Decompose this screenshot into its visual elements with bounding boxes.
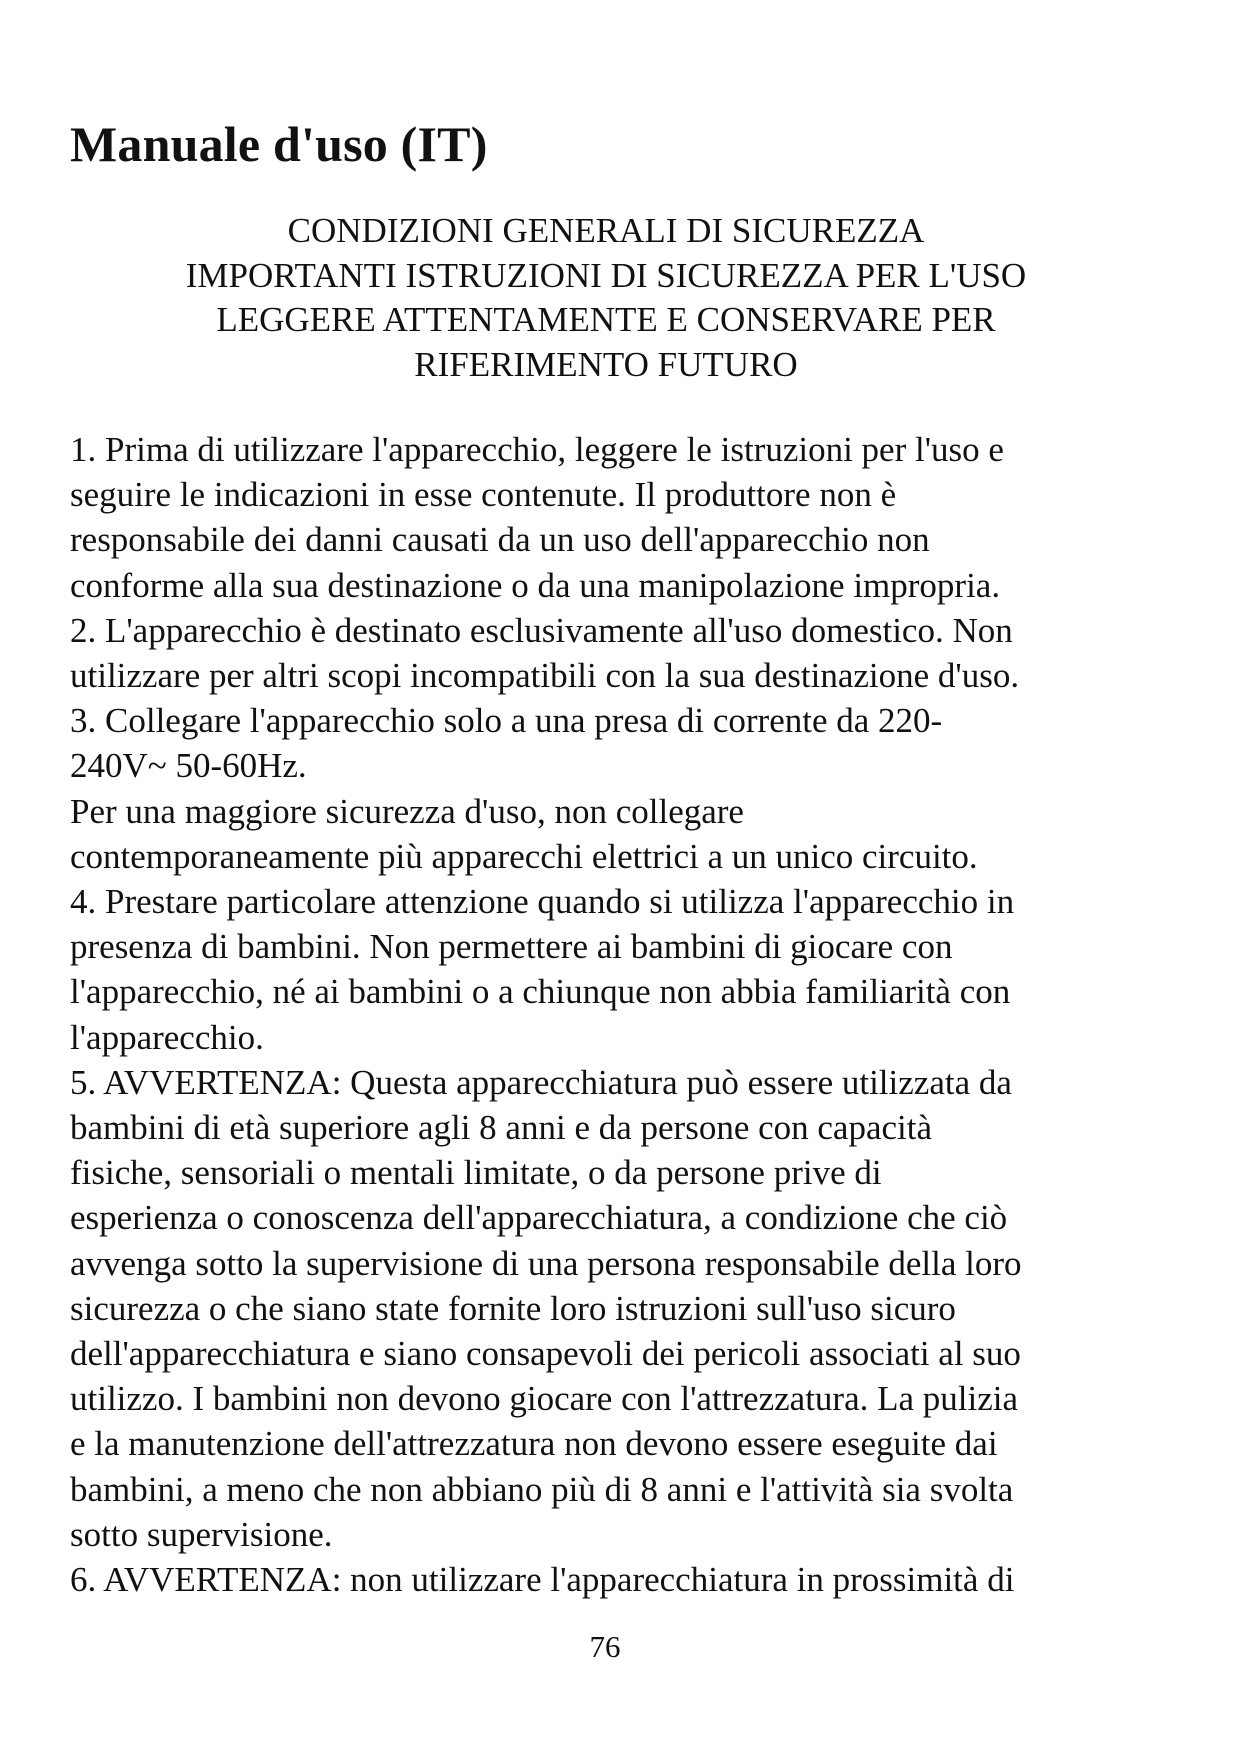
body-line: contemporaneamente più apparecchi elettrici a un unico circuito. xyxy=(70,836,978,876)
body-line: 6. AVVERTENZA: non utilizzare l'apparecchiatura in prossimità di xyxy=(70,1560,1015,1600)
body-line: l'apparecchio. xyxy=(70,1017,264,1057)
body-line: avvenga sotto la supervisione di una persona responsabile della loro xyxy=(70,1243,1022,1283)
body-line: 5. AVVERTENZA: Questa apparecchiatura può essere utilizzata da xyxy=(70,1062,1012,1102)
safety-heading xyxy=(70,209,1142,387)
body-line: responsabile dei danni causati da un uso dell'apparecchio non xyxy=(70,520,930,560)
body-line: l'apparecchio, né ai bambini o a chiunque non abbia familiarità con xyxy=(70,972,1011,1012)
body-line: sotto supervisione. xyxy=(70,1514,333,1554)
body-line: conforme alla sua destinazione o da una manipolazione impropria. xyxy=(70,565,1001,605)
body-line: bambini, a meno che non abbiano più di 8 anni e l'attività sia svolta xyxy=(70,1469,1014,1509)
heading-line: RIFERIMENTO FUTURO xyxy=(414,344,798,384)
body-line: 1. Prima di utilizzare l'apparecchio, leggere le istruzioni per l'uso e xyxy=(70,430,1004,469)
body-line: presenza di bambini. Non permettere ai bambini di giocare con xyxy=(70,927,953,967)
body-line: esperienza o conoscenza dell'apparecchiatura, a condizione che ciò xyxy=(70,1198,1008,1238)
body-line: bambini di età superiore agli 8 anni e da persone con capacità xyxy=(70,1108,933,1148)
body-line: fisiche, sensoriali o mentali limitate, o da persone prive di xyxy=(70,1153,882,1193)
body-line: dell'apparecchiatura e siano consapevoli dei pericoli associati al suo xyxy=(70,1334,1021,1374)
heading-line: IMPORTANTI ISTRUZIONI DI SICUREZZA PER L'USO xyxy=(185,255,1027,295)
page-title: Manuale d'uso (IT) xyxy=(70,116,488,172)
body-line: 2. L'apparecchio è destinato esclusivamente all'uso domestico. Non xyxy=(70,610,1013,650)
body-line: sicurezza o che siano state fornite loro istruzioni sull'uso sicuro xyxy=(70,1288,956,1328)
safety-instructions-body xyxy=(70,427,1170,1602)
body-line: 4. Prestare particolare attenzione quando si utilizza l'apparecchio in xyxy=(70,882,1015,922)
body-line: 240V~ 50-60Hz. xyxy=(70,746,307,786)
heading-line: LEGGERE ATTENTAMENTE E CONSERVARE PER xyxy=(216,300,996,339)
body-line: utilizzo. I bambini non devono giocare con l'attrezzatura. La pulizia xyxy=(70,1379,1019,1419)
body-line: seguire le indicazioni in esse contenute. Il produttore non è xyxy=(70,475,897,515)
heading-line: CONDIZIONI GENERALI DI SICUREZZA xyxy=(287,211,925,250)
body-line: 3. Collegare l'apparecchio solo a una presa di corrente da 220- xyxy=(70,701,943,741)
body-line: utilizzare per altri scopi incompatibili con la sua destinazione d'uso. xyxy=(70,656,1020,696)
body-line: e la manutenzione dell'attrezzatura non devono essere eseguite dai xyxy=(70,1424,998,1464)
page-number: 76 xyxy=(589,1629,621,1664)
body-line: Per una maggiore sicurezza d'uso, non collegare xyxy=(70,791,744,831)
